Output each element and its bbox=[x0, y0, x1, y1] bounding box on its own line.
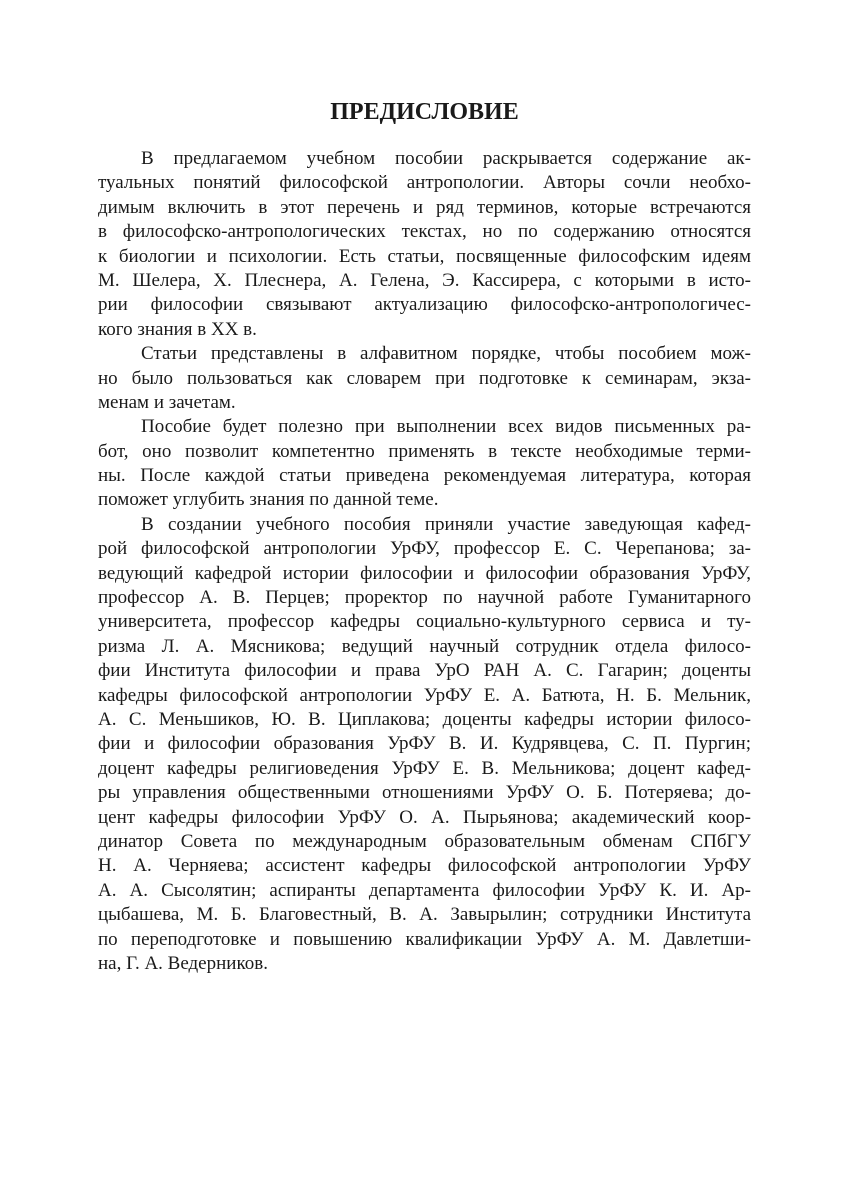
text-line: фии и философии образования УрФУ В. И. Кудрявцева, С. П. Пургин; bbox=[98, 733, 751, 755]
text-line: доцент кафедры религиоведения УрФУ Е. В. Мельникова; доцент кафед- bbox=[98, 757, 751, 779]
text-line: бот, оно позволит компетентно применять в тексте необходимые терми- bbox=[98, 440, 751, 462]
text-line: димым включить в этот перечень и ряд терминов, которые встречаются bbox=[98, 196, 751, 218]
document-body bbox=[98, 147, 751, 976]
text-line: А. С. Меньшиков, Ю. В. Циплакова; доценты кафедры истории филосо- bbox=[98, 708, 751, 730]
text-line: туальных понятий философской антропологии. Авторы сочли необхо- bbox=[98, 172, 751, 194]
page-title: ПРЕДИСЛОВИЕ bbox=[330, 99, 519, 125]
text-line: А. А. Сысолятин; аспиранты департамента философии УрФУ К. И. Ар- bbox=[98, 879, 751, 901]
text-line: поможет углубить знания по данной теме. bbox=[98, 489, 439, 511]
text-line: ризма Л. А. Мясникова; ведущий научный сотрудник отдела филосо- bbox=[98, 635, 751, 657]
text-line: В создании учебного пособия приняли участие заведующая кафед- bbox=[141, 513, 751, 535]
text-line: фии Института философии и права УрО РАН А. С. Гагарин; доценты bbox=[98, 660, 751, 682]
text-line: но было пользоваться как словарем при подготовке к семинарам, экза- bbox=[98, 367, 751, 389]
text-line: М. Шелера, Х. Плеснера, А. Гелена, Э. Кассирера, с которыми в исто- bbox=[98, 269, 751, 291]
text-line: по переподготовке и повышению квалификации УрФУ А. М. Давлетши- bbox=[98, 928, 751, 950]
text-line: цент кафедры философии УрФУ О. А. Пырьянова; академический коор- bbox=[98, 806, 751, 828]
paragraph-4 bbox=[98, 513, 751, 976]
text-line: ведующий кафедрой истории философии и философии образования УрФУ, bbox=[98, 562, 751, 584]
text-line: рии философии связывают актуализацию философско-антропологичес- bbox=[98, 294, 751, 316]
text-line: на, Г. А. Ведерников. bbox=[98, 952, 268, 974]
text-line: кого знания в XX в. bbox=[98, 318, 257, 340]
text-line: Статьи представлены в алфавитном порядке, чтобы пособием мож- bbox=[141, 343, 751, 365]
text-line: менам и зачетам. bbox=[98, 391, 236, 413]
text-line: Н. А. Черняева; ассистент кафедры философской антропологии УрФУ bbox=[98, 855, 751, 877]
text-line: цыбашева, М. Б. Благовестный, В. А. Завырылин; сотрудники Института bbox=[98, 904, 751, 926]
text-line: кафедры философской антропологии УрФУ Е. А. Батюта, Н. Б. Мельник, bbox=[98, 684, 751, 706]
text-line: рой философской антропологии УрФУ, профессор Е. С. Черепанова; за- bbox=[98, 538, 751, 560]
text-line: ры управления общественными отношениями УрФУ О. Б. Потеряева; до- bbox=[98, 782, 751, 804]
text-line: профессор А. В. Перцев; проректор по научной работе Гуманитарного bbox=[98, 587, 751, 609]
text-line: динатор Совета по международным образовательным обменам СПбГУ bbox=[98, 830, 751, 852]
text-line: в философско-антропологических текстах, но по содержанию относятся bbox=[98, 221, 751, 243]
paragraph-2 bbox=[98, 342, 751, 415]
text-line: Пособие будет полезно при выполнении всех видов письменных ра- bbox=[141, 416, 751, 438]
text-line: В предлагаемом учебном пособии раскрывается содержание ак- bbox=[141, 148, 751, 169]
text-line: университета, профессор кафедры социально-культурного сервиса и ту- bbox=[98, 611, 751, 633]
text-line: к биологии и психологии. Есть статьи, посвященные философским идеям bbox=[98, 245, 751, 267]
text-line: ны. После каждой статьи приведена рекомендуемая литература, которая bbox=[98, 465, 751, 487]
paragraph-3 bbox=[98, 415, 751, 513]
paragraph-1 bbox=[98, 147, 751, 342]
